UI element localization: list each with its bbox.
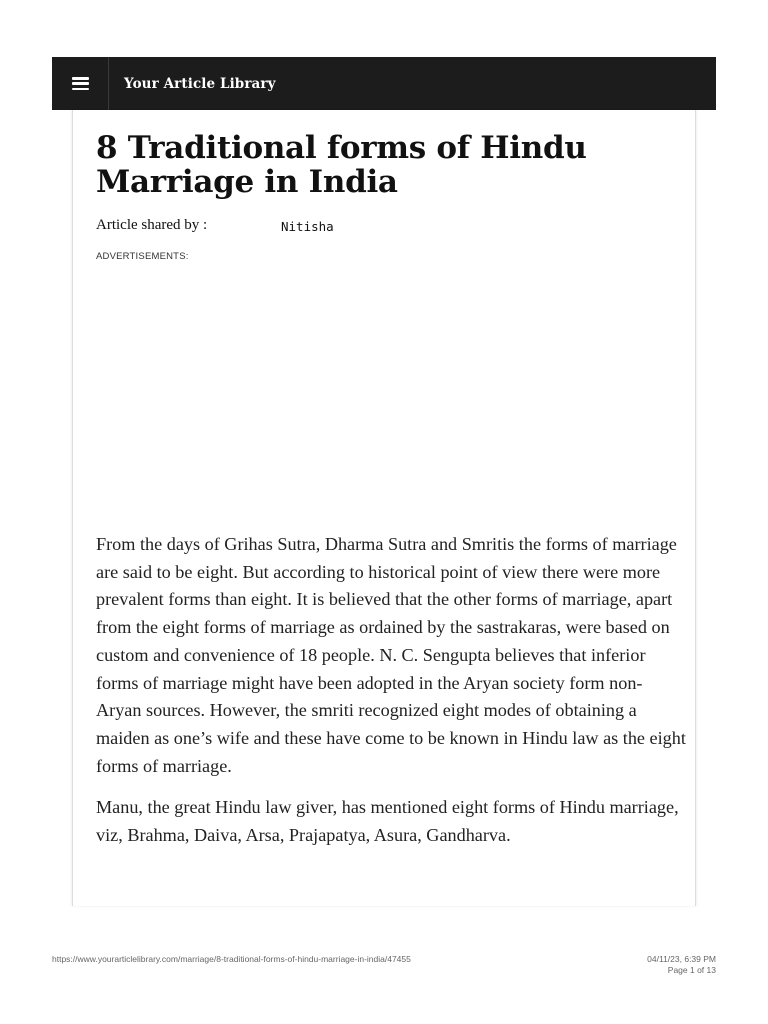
author-link[interactable]: Nitisha — [281, 219, 334, 234]
print-timestamp: 04/11/23, 6:39 PM — [647, 954, 716, 964]
advertisements-label: ADVERTISEMENTS: — [96, 251, 189, 262]
article-body — [96, 531, 686, 864]
hamburger-menu-icon — [72, 77, 89, 90]
shared-by-label: Article shared by : — [96, 217, 208, 233]
menu-button[interactable] — [52, 57, 109, 110]
article-paragraph: Manu, the great Hindu law giver, has mentioned eight forms of Hindu marriage, viz, Brahma, Daiva, Arsa, Prajapatya, Asura, Gandharva. — [96, 797, 679, 846]
advertisement-slot — [96, 268, 672, 518]
top-navigation-bar — [52, 57, 716, 110]
print-footer-meta — [647, 954, 716, 976]
article-paragraph: From the days of Grihas Sutra, Dharma Sutra and Smritis the forms of marriage are said to be eight. But according to historical point of view there were more prevalent forms than eight. It is believed that the other forms of marriage, apart from the eight forms of marriage as ordained by the sastrakaras, were based on custom and convenience of 18 people. N. C. Sengupta believes that inferior forms of marriage might have been adopted in the Aryan society form non-Aryan sources. However, the smriti recognized eight modes of obtaining a maiden as one’s wife and these have come to be known in Hindu law as the eight forms of marriage. — [96, 534, 686, 776]
site-name-link[interactable]: Your Article Library — [124, 75, 276, 92]
article-title: 8 Traditional forms of Hindu Marriage in India — [96, 130, 587, 200]
print-footer-url: https://www.yourarticlelibrary.com/marriage/8-traditional-forms-of-hindu-marriage-in-india/47455 — [52, 954, 411, 964]
page-indicator: Page 1 of 13 — [667, 965, 716, 975]
